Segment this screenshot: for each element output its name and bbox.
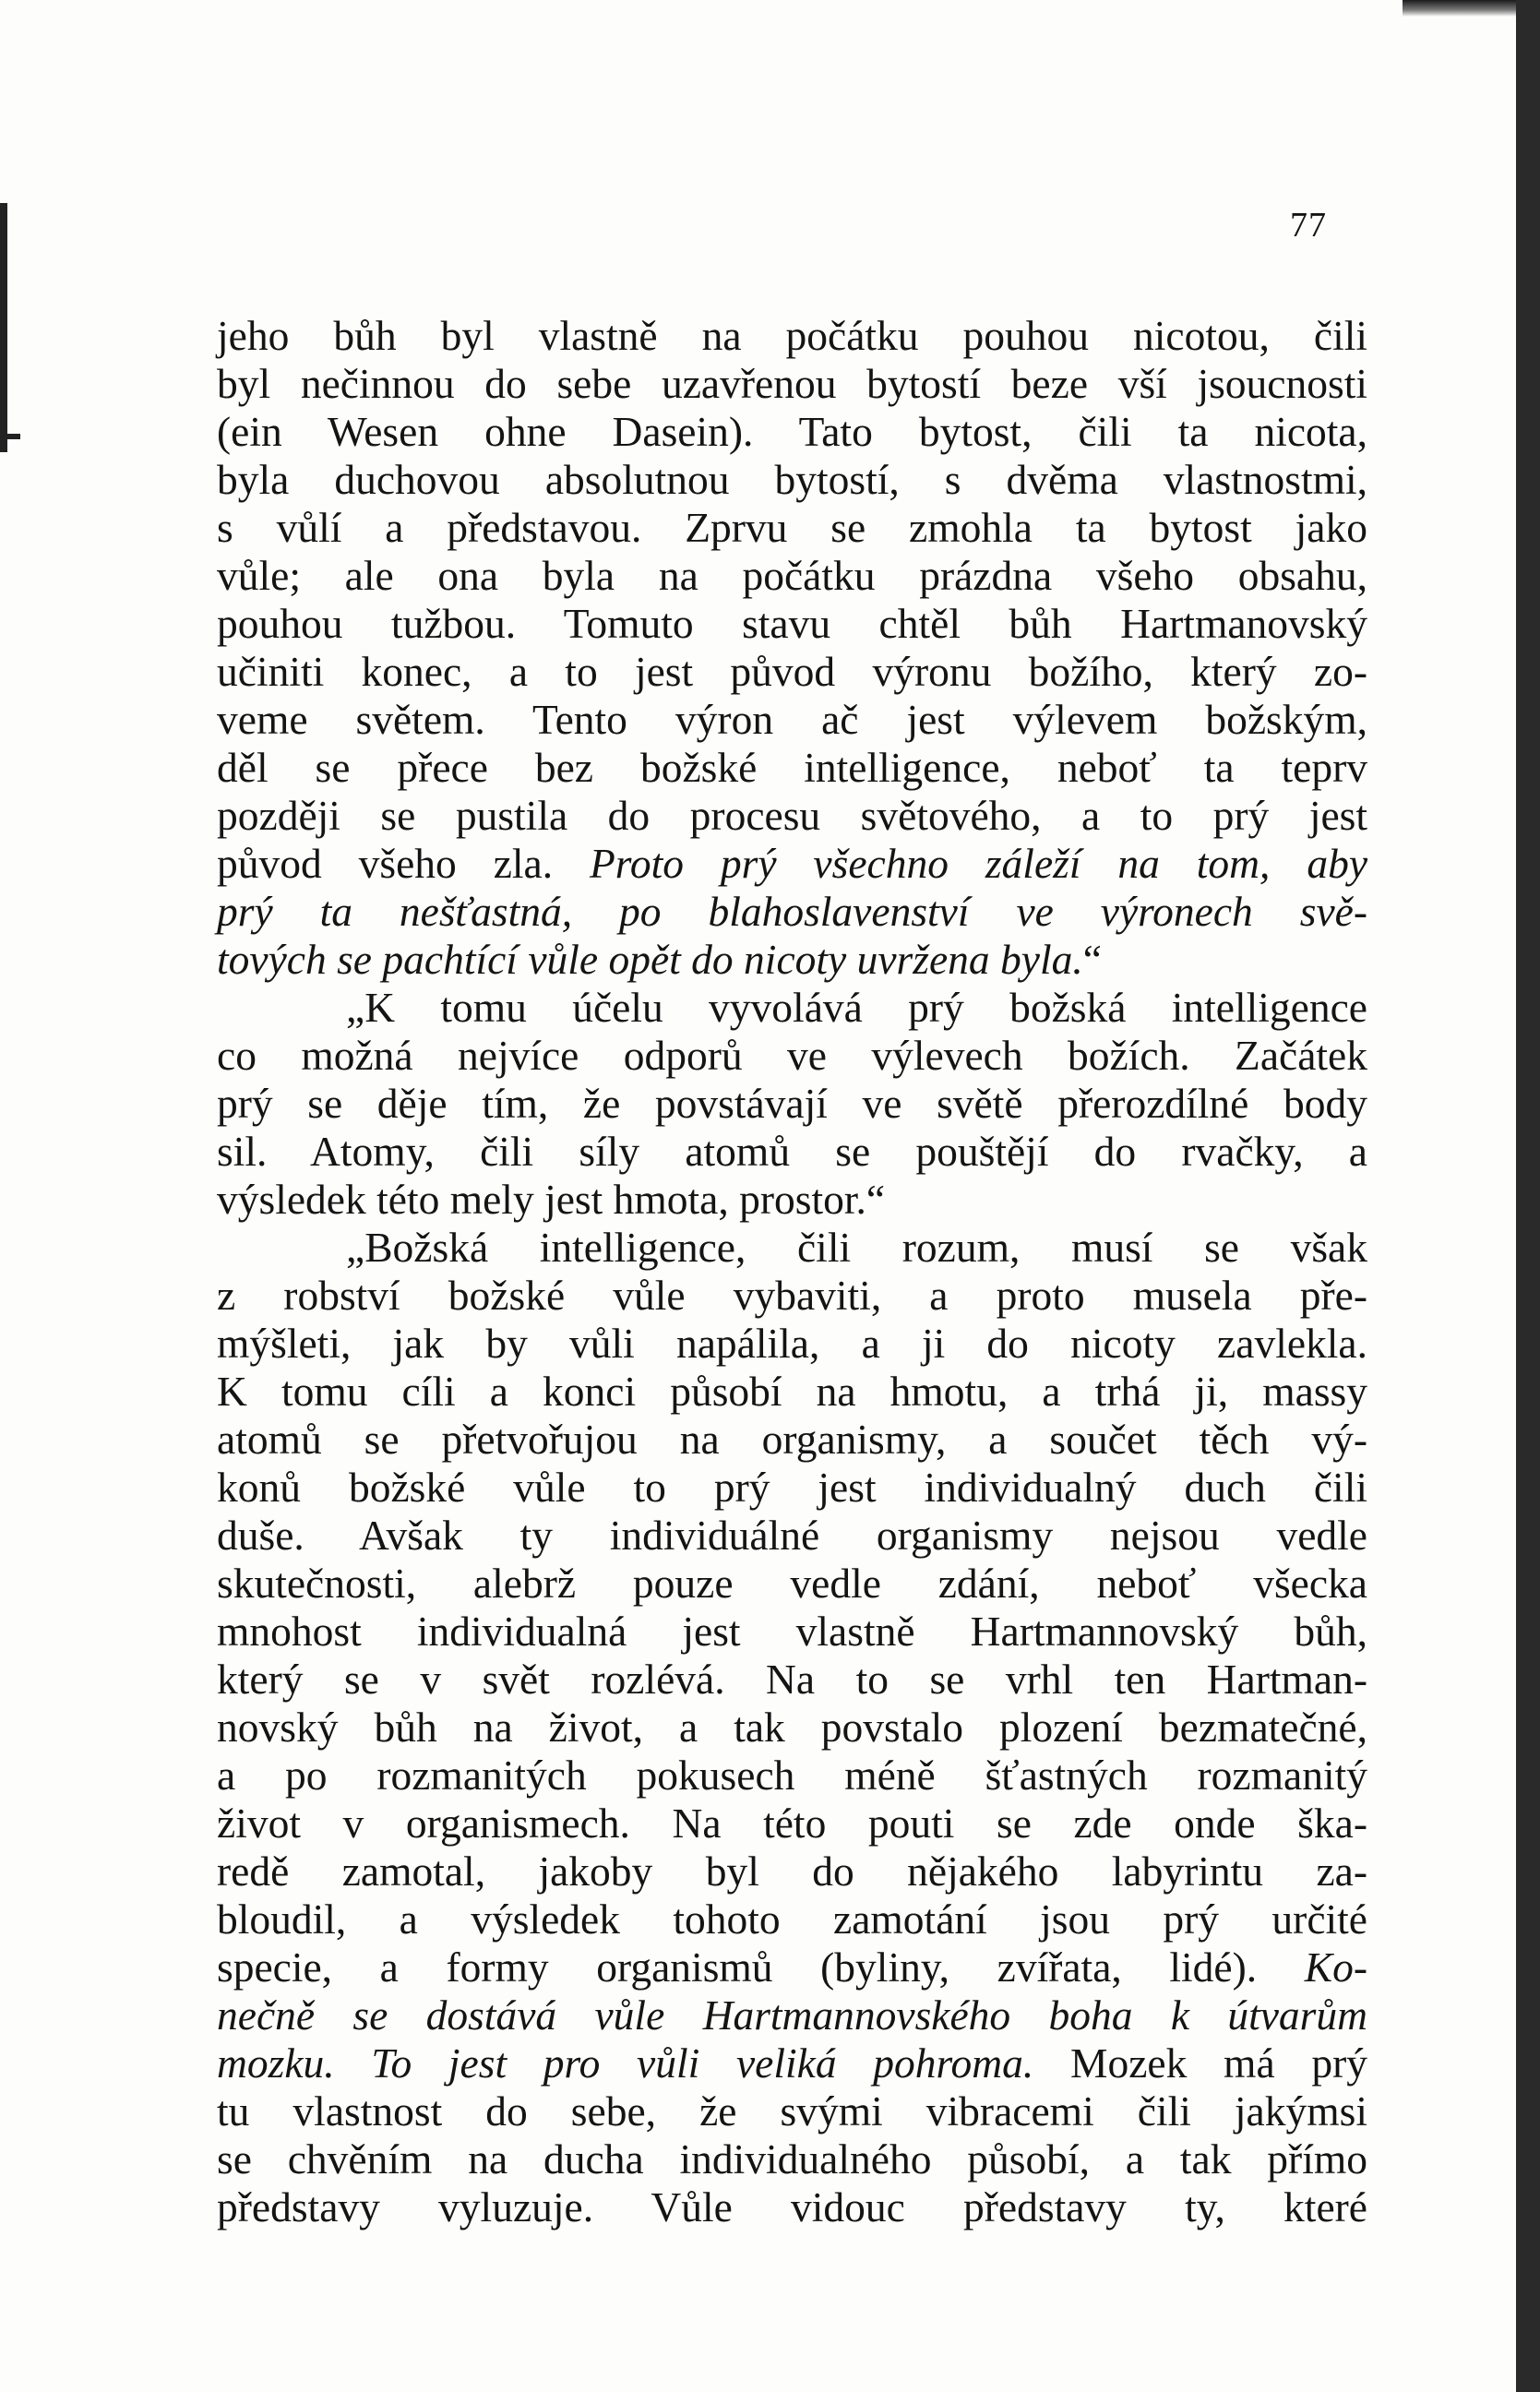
italic-segment: tových se pachtící vůle opět do nicoty uvržena byla. (217, 936, 1083, 983)
italic-segment: mozku. To jest pro vůli veliká pohroma. (217, 2039, 1034, 2087)
text-line: „Božská intelligence, čili rozum, musí se však (346, 1224, 1367, 1271)
scan-edge-right (1516, 0, 1540, 2392)
text-line: redě zamotal, jakoby byl do nějakého labyrintu za- (217, 1848, 1367, 1895)
text-line: „K tomu účelu vyvolává prý božská intelligence (346, 984, 1367, 1031)
text-line: pouhou tužbou. Tomuto stavu chtěl bůh Hartmanovský (217, 600, 1367, 647)
text-line: tu vlastnost do sebe, že svými vibracemi čili jakýmsi (217, 2087, 1367, 2135)
text-line: učiniti konec, a to jest původ výronu božího, který zo- (217, 648, 1367, 695)
text-line: a po rozmanitých pokusech méně šťastných rozmanitý (217, 1752, 1367, 1799)
text-line: prý se děje tím, že povstávají ve světě přerozdílné body (217, 1080, 1367, 1127)
scan-gutter-tick (0, 434, 20, 439)
text-line: mýšleti, jak by vůli napálila, a ji do nicoty zavlekla. (217, 1320, 1367, 1367)
text-line: život v organismech. Na této pouti se zde onde ška- (217, 1800, 1367, 1847)
text-line: (ein Wesen ohne Dasein). Tato bytost, čili ta nicota, (217, 408, 1367, 455)
text-line: skutečnosti, alebrž pouze vedle zdání, neboť všecka (217, 1560, 1367, 1607)
text-line: představy vyluzuje. Vůle vidouc představy ty, které (217, 2183, 1367, 2231)
body-text (217, 312, 1367, 2231)
text-line: novský bůh na život, a tak povstalo plození bezmatečné, (217, 1704, 1367, 1751)
text-line: byla duchovou absolutnou bytostí, s dvěma vlastnostmi, (217, 456, 1367, 503)
text-segment: specie, a formy organismů (byliny, zvířata, lidé). (217, 1944, 1305, 1991)
text-line: výsledek této mely jest hmota, prostor.“ (217, 1176, 886, 1223)
text-line: s vůlí a představou. Zprvu se zmohla ta bytost jako (217, 504, 1367, 551)
text-line: veme světem. Tento výron ač jest výlevem božským, (217, 696, 1367, 743)
text-line: později se pustila do procesu světového, a to prý jest (217, 792, 1367, 839)
text-line: děl se přece bez božské intelligence, neboť ta teprv (217, 744, 1367, 791)
text-line-mixed (217, 1944, 1367, 1991)
text-segment: Mozek má prý (1033, 2039, 1367, 2087)
text-segment: původ všeho zla. (217, 840, 591, 887)
text-line-italic: prý ta nešťastná, po blahoslavenství ve výronech svě- (217, 888, 1367, 935)
text-line: K tomu cíli a konci působí na hmotu, a trhá ji, massy (217, 1368, 1367, 1415)
text-line: konů božské vůle to prý jest individualný duch čili (217, 1464, 1367, 1511)
italic-segment: Ko- (1304, 1944, 1367, 1991)
text-line: byl nečinnou do sebe uzavřenou bytostí beze vší jsoucnosti (217, 360, 1367, 407)
text-line: duše. Avšak ty individuálné organismy nejsou vedle (217, 1512, 1367, 1559)
text-line: jeho bůh byl vlastně na počátku pouhou nicotou, čili (217, 312, 1367, 359)
text-line: sil. Atomy, čili síly atomů se pouštějí do rvačky, a (217, 1128, 1367, 1175)
page-number: 77 (1290, 206, 1327, 245)
scan-gutter-mark (0, 203, 7, 452)
text-line-mixed (217, 936, 1367, 984)
text-line: se chvěním na ducha individualného působí, a tak přímo (217, 2135, 1367, 2183)
text-line: z robství božské vůle vybaviti, a proto musela pře- (217, 1272, 1367, 1319)
text-line: který se v svět rozlévá. Na to se vrhl ten Hartman- (217, 1656, 1367, 1703)
text-line-italic: nečně se dostává vůle Hartmannovského boha k útvarům (217, 1991, 1367, 2039)
text-line: vůle; ale ona byla na počátku prázdna všeho obsahu, (217, 552, 1367, 599)
text-line-mixed (217, 2039, 1367, 2087)
text-line: atomů se přetvořujou na organismy, a součet těch vý- (217, 1416, 1367, 1463)
text-line: bloudil, a výsledek tohoto zamotání jsou prý určité (217, 1896, 1367, 1943)
italic-segment: Proto prý všechno záleží na tom, aby (590, 840, 1368, 887)
text-line: mnohost individualná jest vlastně Hartmannovský bůh, (217, 1608, 1367, 1655)
text-line: co možná nejvíce odporů ve výlevech božích. Začátek (217, 1032, 1367, 1079)
closing-quote: “ (1082, 936, 1102, 983)
text-line-mixed (217, 840, 1367, 888)
